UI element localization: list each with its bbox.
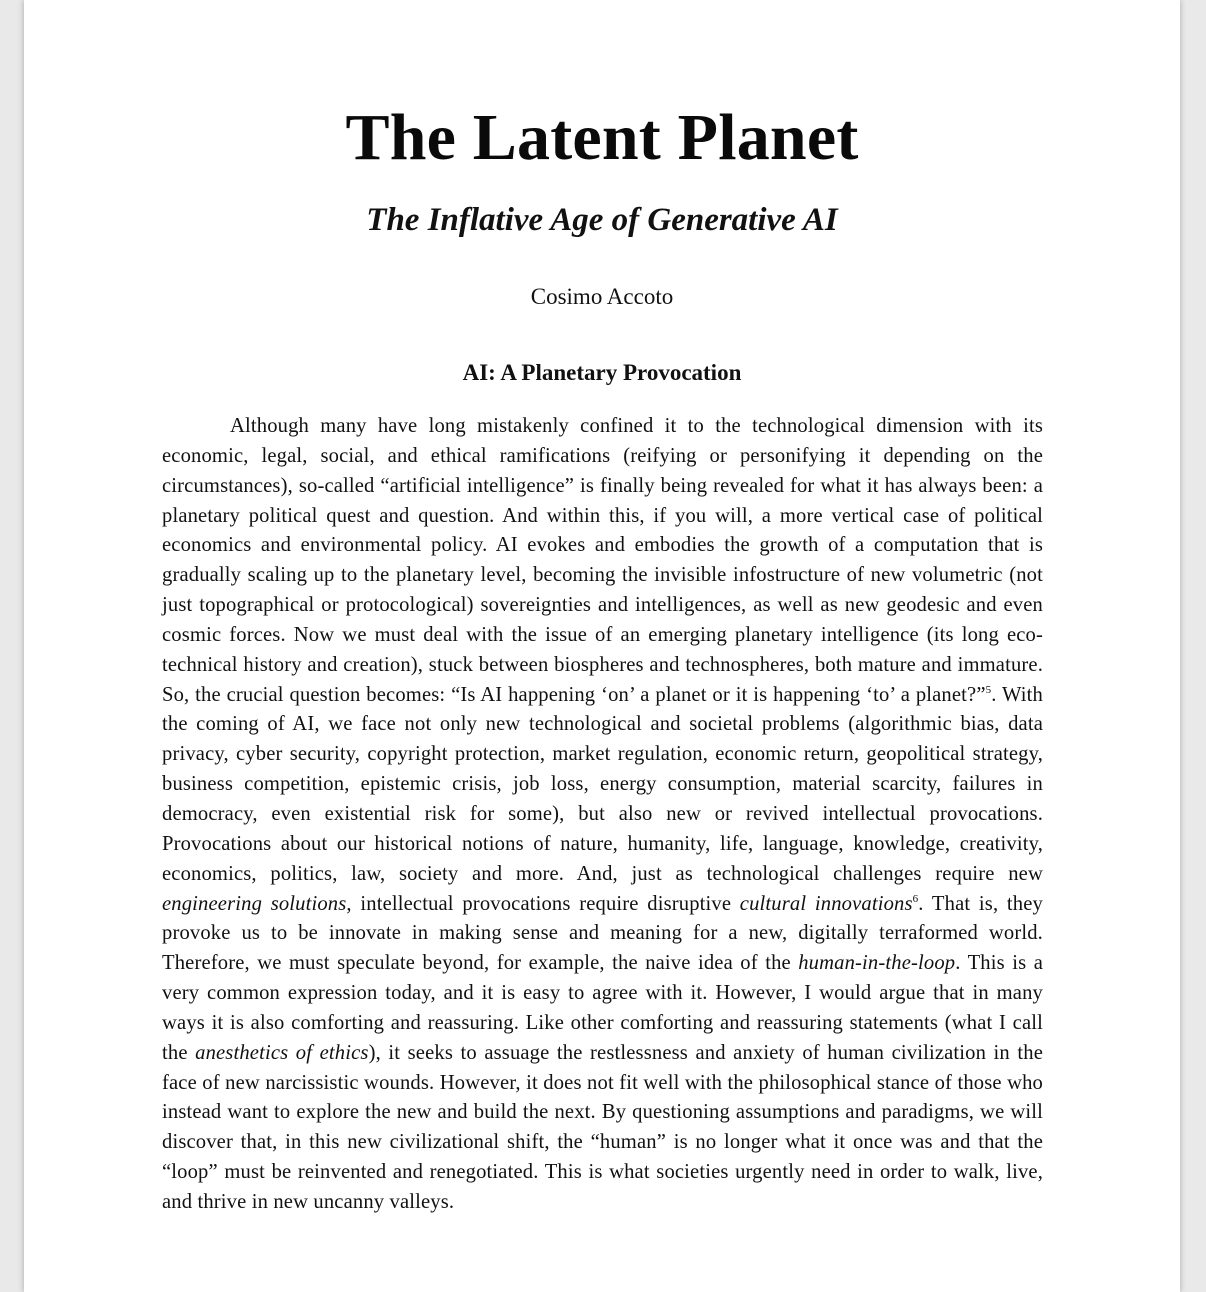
paragraph-text: . That is, they provoke us to be innovate in making sense and meaning for a new, digitally terraformed world. Therefore, we must speculate beyond, for example, the naive idea of the bbox=[162, 892, 1043, 975]
paragraph-text: , intellectual provocations require disruptive bbox=[346, 892, 740, 915]
section-heading: AI: A Planetary Provocation bbox=[462, 360, 742, 385]
paragraph-text: . This is a very common expression today, and it is easy to agree with it. However, I would argue that in many ways it is also comforting and reassuring. Like other comforting and reassuring statements (what I call the bbox=[162, 952, 1043, 1064]
emphasis-anesthetics-of-ethics: anesthetics of ethics bbox=[195, 1041, 369, 1064]
emphasis-human-in-the-loop: human-in-the-loop bbox=[798, 952, 956, 975]
paragraph-text: ), it seeks to assuage the restlessness and anxiety of human civilization in the face of new narcissistic wounds. However, it does not fit well with the philosophical stance of those who instead want to explore the new and build the next. By questioning assumptions and paradigms, we will discover that, in this new civilizational shift, the “human” is no longer what it once was and that the “loop” must be reinvented and renegotiated. This is what societies urgently need in order to walk, live, and thrive in new uncanny valleys. bbox=[162, 1041, 1043, 1213]
document-title: The Latent Planet bbox=[345, 101, 859, 174]
document-subtitle: The Inflative Age of Generative AI bbox=[366, 202, 838, 238]
footnote-ref-6[interactable]: 6 bbox=[912, 892, 919, 905]
author-name: Cosimo Accoto bbox=[530, 284, 674, 309]
paragraph-text: Although many have long mistakenly confined it to the technological dimension with its economic, legal, social, and ethical ramifications (reifying or personifying it depending on the circumstances), so-called “artificial intelligence” is finally being revealed for what it has always been: a planetary political quest and question. And within this, if you will, a more vertical case of political economics and environmental policy. AI evokes and embodies the growth of a computation that is gradually scaling up to the planetary level, becoming the invisible infostructure of new volumetric (not just topographical or protocological) sovereignties and intelligences, as well as new geodesic and even cosmic forces. Now we must deal with the issue of an emerging planetary intelligence (its long eco-technical history and creation), stuck between biospheres and technospheres, both mature and immature. So, the crucial question becomes: “Is AI happening ‘on’ a planet or it is happening ‘to’ a planet?” bbox=[162, 415, 1043, 706]
emphasis-cultural-innovations: cultural innovations bbox=[739, 892, 913, 915]
footnote-ref-5[interactable]: 5 bbox=[985, 683, 992, 696]
emphasis-engineering-solutions: engineering solutions bbox=[162, 892, 347, 915]
body-paragraph bbox=[162, 412, 1043, 1218]
document-page bbox=[24, 0, 1180, 1292]
paragraph-text: . With the coming of AI, we face not only new technological and societal problems (algorithmic bias, data privacy, cyber security, copyright protection, market regulation, economic return, geopolitical strategy, business competition, epistemic crisis, job loss, energy consumption, material scarcity, failures in democracy, even existential risk for some), but also new or revived intellectual provocations. Provocations about our historical notions of nature, humanity, life, language, knowledge, creativity, economics, politics, law, society and more. And, just as technological challenges require new bbox=[162, 683, 1043, 885]
